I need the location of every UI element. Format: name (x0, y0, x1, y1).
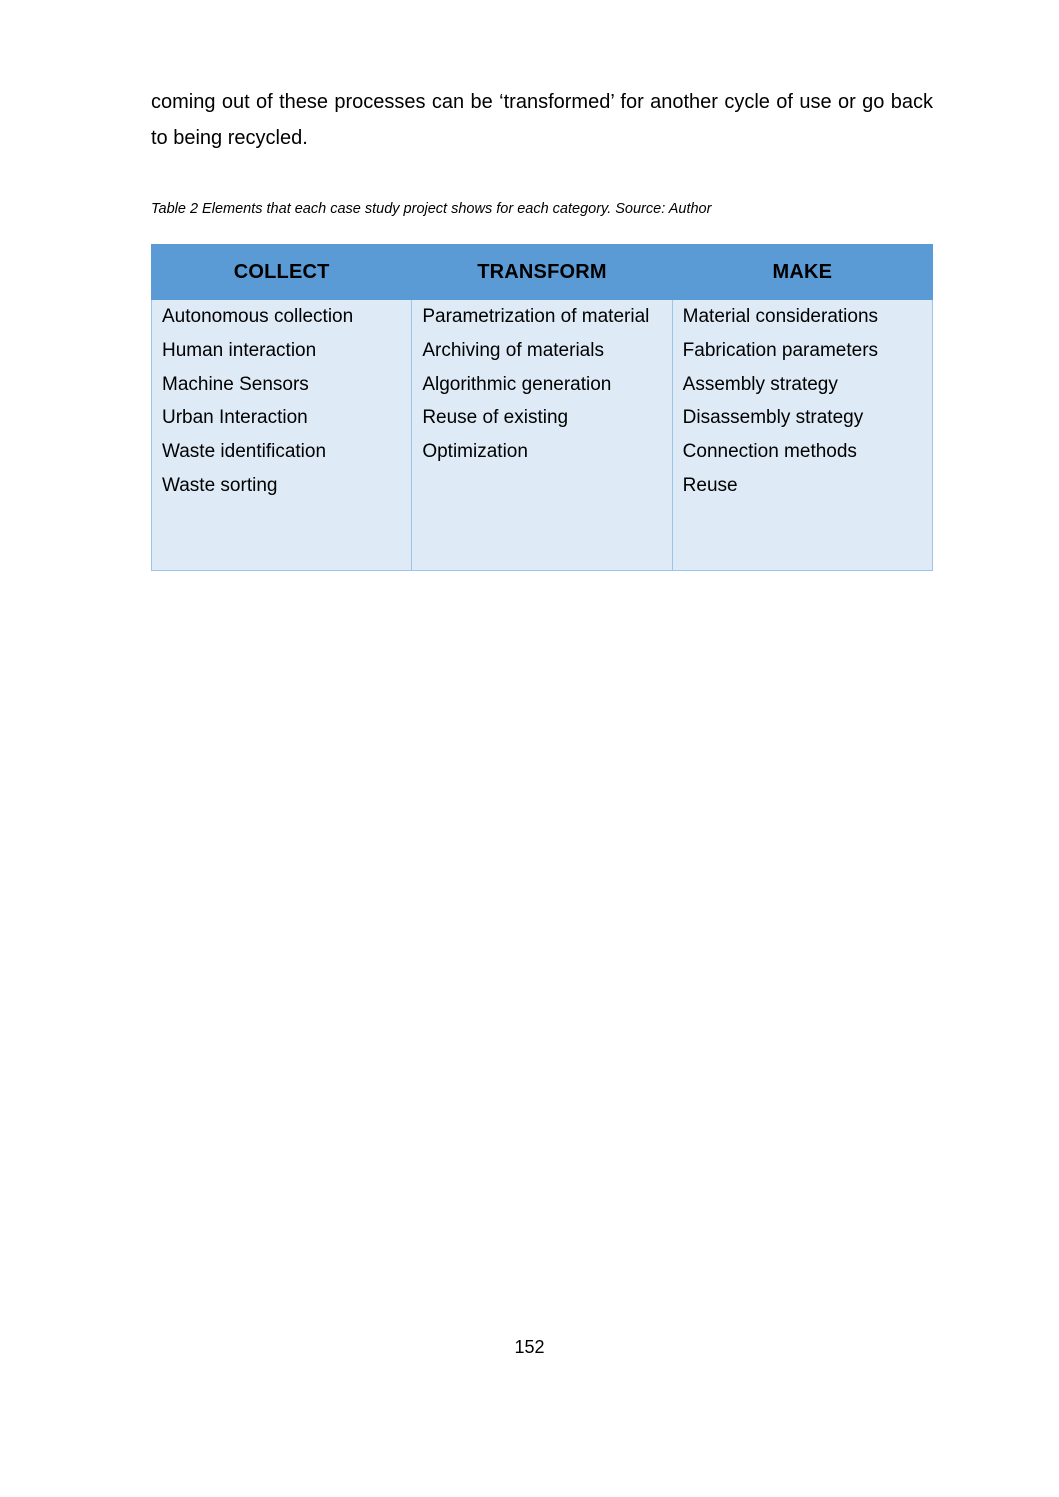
list-item: Waste identification (162, 441, 327, 463)
categories-table (151, 244, 933, 571)
page-number: 152 (514, 1337, 545, 1357)
body-paragraph: coming out of these processes can be ‘transformed’ for another cycle of use or go back to being recycled. (151, 91, 933, 149)
list-item: Archiving of materials (422, 339, 604, 361)
list-item: Autonomous collection (162, 306, 354, 327)
table-body-row (152, 300, 933, 571)
list-item: Disassembly strategy (682, 407, 864, 429)
list-item: Parametrization of material (422, 306, 650, 327)
list-item: Reuse (682, 474, 738, 496)
table-caption: Table 2 Elements that each case study project shows for each category. Source: Author (151, 201, 712, 217)
list-item: Optimization (422, 441, 528, 463)
transform-cell (412, 300, 672, 571)
list-item: Waste sorting (162, 474, 278, 496)
list-item: Algorithmic generation (422, 373, 612, 395)
make-list (683, 300, 922, 503)
list-item: Reuse of existing (422, 407, 569, 429)
collect-cell (152, 300, 412, 571)
list-item: Human interaction (162, 339, 317, 361)
list-item: Machine Sensors (162, 373, 309, 395)
transform-list (422, 300, 661, 469)
list-item: Urban Interaction (162, 407, 308, 429)
collect-list (162, 300, 401, 503)
make-cell (672, 300, 932, 571)
header-make: MAKE (672, 245, 932, 300)
list-item: Assembly strategy (682, 373, 838, 395)
list-item: Material considerations (682, 306, 879, 327)
header-collect: COLLECT (152, 245, 412, 300)
header-transform: TRANSFORM (412, 245, 672, 300)
table-header-row (152, 245, 933, 300)
list-item: Connection methods (682, 441, 857, 463)
list-item: Fabrication parameters (682, 339, 879, 361)
